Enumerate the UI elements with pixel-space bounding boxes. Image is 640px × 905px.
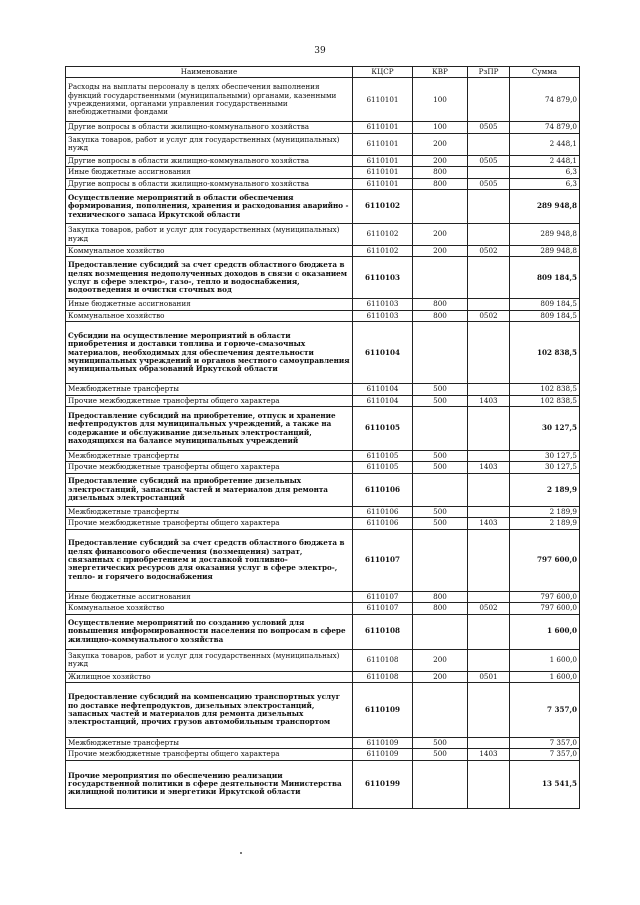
- cell-sum: 1 600,0: [510, 614, 580, 649]
- cell-rzpr: 1403: [468, 395, 510, 406]
- table-row: [66, 178, 580, 189]
- cell-name: Предоставление субсидий на компенсацию транспортных услуг по доставке нефтепродуктов, дизельных электростанций, запасных частей и материалов для ремонта дизельных электростанций, прочих грузов автомобильным транспортом: [66, 682, 353, 737]
- cell-kvr: 800: [413, 591, 468, 602]
- cell-kvr: [413, 682, 468, 737]
- cell-kcsr: 6110101: [353, 78, 413, 122]
- table-row: [66, 246, 580, 257]
- table-body: [66, 78, 580, 808]
- cell-kcsr: 6110109: [353, 737, 413, 748]
- cell-kvr: 500: [413, 749, 468, 760]
- cell-sum: 289 948,8: [510, 246, 580, 257]
- cell-sum: 797 600,0: [510, 529, 580, 591]
- cell-kvr: 200: [413, 246, 468, 257]
- cell-sum: 289 948,8: [510, 224, 580, 246]
- table-row: [66, 462, 580, 473]
- header-sum: Сумма: [510, 67, 580, 78]
- cell-kcsr: 6110102: [353, 190, 413, 224]
- table-row: [66, 506, 580, 517]
- cell-name: Межбюджетные трансферты: [66, 384, 353, 395]
- cell-name: Другие вопросы в области жилищно-коммунального хозяйства: [66, 155, 353, 166]
- cell-kcsr: 6110105: [353, 407, 413, 451]
- cell-rzpr: 0505: [468, 155, 510, 166]
- cell-kcsr: 6110107: [353, 529, 413, 591]
- cell-sum: 13 541,5: [510, 760, 580, 808]
- table-row: [66, 407, 580, 451]
- cell-kvr: 500: [413, 506, 468, 517]
- cell-name: Другие вопросы в области жилищно-коммунального хозяйства: [66, 178, 353, 189]
- table-row: [66, 155, 580, 166]
- cell-name: Предоставление субсидий на приобретение, отпуск и хранение нефтепродуктов для муниципальных учреждений, а также на содержание и обслуживание дизельных электростанций, находящихся на балансе муниципальных учреждений: [66, 407, 353, 451]
- cell-sum: 30 127,5: [510, 462, 580, 473]
- cell-name: Коммунальное хозяйство: [66, 603, 353, 614]
- cell-rzpr: [468, 78, 510, 122]
- cell-kvr: [413, 257, 468, 299]
- cell-kvr: 200: [413, 155, 468, 166]
- table-row: [66, 133, 580, 155]
- cell-sum: 1 600,0: [510, 671, 580, 682]
- cell-rzpr: 1403: [468, 462, 510, 473]
- cell-rzpr: [468, 682, 510, 737]
- table-header-row: [66, 67, 580, 78]
- cell-kvr: 500: [413, 518, 468, 529]
- table-row: [66, 78, 580, 122]
- cell-kvr: 800: [413, 299, 468, 310]
- cell-kvr: 500: [413, 395, 468, 406]
- cell-rzpr: [468, 737, 510, 748]
- cell-name: Прочие межбюджетные трансферты общего характера: [66, 518, 353, 529]
- cell-kvr: 200: [413, 671, 468, 682]
- cell-sum: 1 600,0: [510, 649, 580, 671]
- cell-kvr: 500: [413, 451, 468, 462]
- cell-sum: 797 600,0: [510, 591, 580, 602]
- cell-name: Коммунальное хозяйство: [66, 310, 353, 321]
- cell-sum: 74 879,0: [510, 78, 580, 122]
- cell-kvr: 100: [413, 122, 468, 133]
- cell-name: Другие вопросы в области жилищно-коммунального хозяйства: [66, 122, 353, 133]
- cell-sum: 809 184,5: [510, 310, 580, 321]
- cell-kcsr: 6110104: [353, 384, 413, 395]
- cell-kcsr: 6110101: [353, 133, 413, 155]
- cell-name: Предоставление субсидий на приобретение дизельных электростанций, запасных частей и материалов для ремонта дизельных электростанций: [66, 473, 353, 506]
- cell-name: Закупка товаров, работ и услуг для государственных (муниципальных) нужд: [66, 649, 353, 671]
- cell-kvr: 500: [413, 737, 468, 748]
- table-row: [66, 310, 580, 321]
- cell-name: Прочие межбюджетные трансферты общего характера: [66, 462, 353, 473]
- table-row: [66, 529, 580, 591]
- cell-kcsr: 6110102: [353, 246, 413, 257]
- cell-kcsr: 6110103: [353, 299, 413, 310]
- table-row: [66, 299, 580, 310]
- cell-name: Иные бюджетные ассигнования: [66, 299, 353, 310]
- cell-kcsr: 6110108: [353, 671, 413, 682]
- cell-kcsr: 6110104: [353, 395, 413, 406]
- cell-kvr: 200: [413, 224, 468, 246]
- cell-name: Осуществление мероприятий в области обеспечения формирования, пополнения, хранения и расходования аварийно - технического запаса Иркутской области: [66, 190, 353, 224]
- cell-kcsr: 6110108: [353, 649, 413, 671]
- cell-name: Межбюджетные трансферты: [66, 737, 353, 748]
- cell-kcsr: 6110106: [353, 506, 413, 517]
- cell-rzpr: [468, 614, 510, 649]
- cell-sum: 2 189,9: [510, 518, 580, 529]
- cell-name: Предоставление субсидий за счет средств областного бюджета в целях финансового обеспечения (возмещения) затрат, связанных с приобретением и доставкой топливно-энергетических ресурсов для оказания услуг в сфере электро-, тепло- и горячего водоснабжения: [66, 529, 353, 591]
- cell-rzpr: [468, 167, 510, 178]
- cell-kvr: [413, 473, 468, 506]
- cell-rzpr: 0505: [468, 122, 510, 133]
- cell-sum: 30 127,5: [510, 451, 580, 462]
- cell-kvr: 800: [413, 178, 468, 189]
- cell-rzpr: 0505: [468, 178, 510, 189]
- table-row: [66, 518, 580, 529]
- cell-kvr: [413, 529, 468, 591]
- cell-name: Прочие межбюджетные трансферты общего характера: [66, 749, 353, 760]
- cell-sum: 289 948,8: [510, 190, 580, 224]
- cell-name: Закупка товаров, работ и услуг для государственных (муниципальных) нужд: [66, 133, 353, 155]
- cell-sum: 2 189,9: [510, 473, 580, 506]
- cell-name: Прочие мероприятия по обеспечению реализации государственной политики в сфере деятельности Министерства жилищной политики и энергетики Иркутской области: [66, 760, 353, 808]
- cell-kvr: [413, 322, 468, 384]
- cell-rzpr: [468, 322, 510, 384]
- cell-rzpr: [468, 451, 510, 462]
- table-row: [66, 257, 580, 299]
- cell-sum: 2 189,9: [510, 506, 580, 517]
- cell-kvr: 500: [413, 384, 468, 395]
- cell-kvr: 800: [413, 167, 468, 178]
- budget-table: [65, 66, 580, 809]
- cell-sum: 74 879,0: [510, 122, 580, 133]
- cell-name: Иные бюджетные ассигнования: [66, 167, 353, 178]
- table-row: [66, 649, 580, 671]
- table-row: [66, 384, 580, 395]
- header-rzpr: РзПР: [468, 67, 510, 78]
- cell-rzpr: 1403: [468, 749, 510, 760]
- cell-kcsr: 6110103: [353, 310, 413, 321]
- cell-kvr: 200: [413, 133, 468, 155]
- cell-sum: 7 357,0: [510, 737, 580, 748]
- cell-name: Межбюджетные трансферты: [66, 506, 353, 517]
- cell-kvr: 800: [413, 603, 468, 614]
- cell-rzpr: 1403: [468, 518, 510, 529]
- cell-kcsr: 6110107: [353, 591, 413, 602]
- cell-name: Жилищное хозяйство: [66, 671, 353, 682]
- cell-rzpr: [468, 649, 510, 671]
- table-row: [66, 190, 580, 224]
- table-row: [66, 395, 580, 406]
- cell-kcsr: 6110109: [353, 749, 413, 760]
- cell-sum: 809 184,5: [510, 299, 580, 310]
- cell-sum: 809 184,5: [510, 257, 580, 299]
- table-row: [66, 167, 580, 178]
- cell-rzpr: [468, 384, 510, 395]
- cell-sum: 102 838,5: [510, 384, 580, 395]
- table-row: [66, 614, 580, 649]
- cell-rzpr: [468, 407, 510, 451]
- cell-name: Закупка товаров, работ и услуг для государственных (муниципальных) нужд: [66, 224, 353, 246]
- cell-kcsr: 6110101: [353, 167, 413, 178]
- cell-sum: 7 357,0: [510, 749, 580, 760]
- cell-rzpr: [468, 257, 510, 299]
- cell-rzpr: 0501: [468, 671, 510, 682]
- cell-kvr: 800: [413, 310, 468, 321]
- cell-sum: 7 357,0: [510, 682, 580, 737]
- header-name: Наименование: [66, 67, 353, 78]
- cell-rzpr: [468, 190, 510, 224]
- table-row: [66, 591, 580, 602]
- cell-name: Межбюджетные трансферты: [66, 451, 353, 462]
- cell-rzpr: [468, 591, 510, 602]
- cell-kvr: [413, 614, 468, 649]
- cell-kcsr: 6110103: [353, 257, 413, 299]
- header-kvr: КВР: [413, 67, 468, 78]
- cell-rzpr: 0502: [468, 310, 510, 321]
- cell-kcsr: 6110105: [353, 451, 413, 462]
- cell-kcsr: 6110101: [353, 155, 413, 166]
- cell-rzpr: [468, 760, 510, 808]
- cell-name: Коммунальное хозяйство: [66, 246, 353, 257]
- cell-rzpr: [468, 133, 510, 155]
- scan-speck: [240, 852, 242, 854]
- cell-name: Субсидии на осуществление мероприятий в области приобретения и доставки топлива и горюче-смазочных материалов, необходимых для обеспечения деятельности муниципальных учреждений и органов местного самоуправления муниципальных образований Иркутской области: [66, 322, 353, 384]
- cell-rzpr: [468, 529, 510, 591]
- header-kcsr: КЦСР: [353, 67, 413, 78]
- table-row: [66, 682, 580, 737]
- cell-kvr: 500: [413, 462, 468, 473]
- cell-name: Расходы на выплаты персоналу в целях обеспечения выполнения функций государственными (муниципальными) органами, казенными учреждениями, органами управления государственными внебюджетными фондами: [66, 78, 353, 122]
- cell-kcsr: 6110107: [353, 603, 413, 614]
- cell-sum: 102 838,5: [510, 395, 580, 406]
- table-row: [66, 737, 580, 748]
- table-row: [66, 760, 580, 808]
- cell-sum: 797 600,0: [510, 603, 580, 614]
- cell-name: Иные бюджетные ассигнования: [66, 591, 353, 602]
- cell-kvr: [413, 407, 468, 451]
- cell-kcsr: 6110104: [353, 322, 413, 384]
- table-row: [66, 671, 580, 682]
- cell-rzpr: [468, 473, 510, 506]
- cell-name: Прочие межбюджетные трансферты общего характера: [66, 395, 353, 406]
- table-row: [66, 122, 580, 133]
- cell-sum: 30 127,5: [510, 407, 580, 451]
- cell-kvr: [413, 760, 468, 808]
- cell-kcsr: 6110105: [353, 462, 413, 473]
- page-number: 39: [314, 46, 326, 56]
- cell-kcsr: 6110106: [353, 518, 413, 529]
- cell-kvr: [413, 190, 468, 224]
- cell-sum: 6,3: [510, 167, 580, 178]
- cell-sum: 102 838,5: [510, 322, 580, 384]
- cell-sum: 2 448,1: [510, 155, 580, 166]
- table-row: [66, 603, 580, 614]
- cell-kcsr: 6110106: [353, 473, 413, 506]
- cell-rzpr: 0502: [468, 603, 510, 614]
- table-row: [66, 224, 580, 246]
- cell-kvr: 200: [413, 649, 468, 671]
- table-row: [66, 473, 580, 506]
- cell-kcsr: 6110199: [353, 760, 413, 808]
- cell-rzpr: 0502: [468, 246, 510, 257]
- cell-rzpr: [468, 224, 510, 246]
- table-row: [66, 322, 580, 384]
- cell-rzpr: [468, 299, 510, 310]
- cell-sum: 6,3: [510, 178, 580, 189]
- cell-name: Осуществление мероприятий по созданию условий для повышения информированности населения по вопросам в сфере жилищно-коммунального хозяйства: [66, 614, 353, 649]
- table-row: [66, 749, 580, 760]
- cell-sum: 2 448,1: [510, 133, 580, 155]
- cell-kcsr: 6110101: [353, 178, 413, 189]
- cell-kcsr: 6110108: [353, 614, 413, 649]
- table-row: [66, 451, 580, 462]
- cell-rzpr: [468, 506, 510, 517]
- cell-kcsr: 6110109: [353, 682, 413, 737]
- cell-kvr: 100: [413, 78, 468, 122]
- cell-kcsr: 6110101: [353, 122, 413, 133]
- cell-kcsr: 6110102: [353, 224, 413, 246]
- cell-name: Предоставление субсидий за счет средств областного бюджета в целях возмещения недополученных доходов в связи с оказанием услуг в сфере электро-, газо-, тепло и водоснабжения, водоотведения и очистки сточных вод: [66, 257, 353, 299]
